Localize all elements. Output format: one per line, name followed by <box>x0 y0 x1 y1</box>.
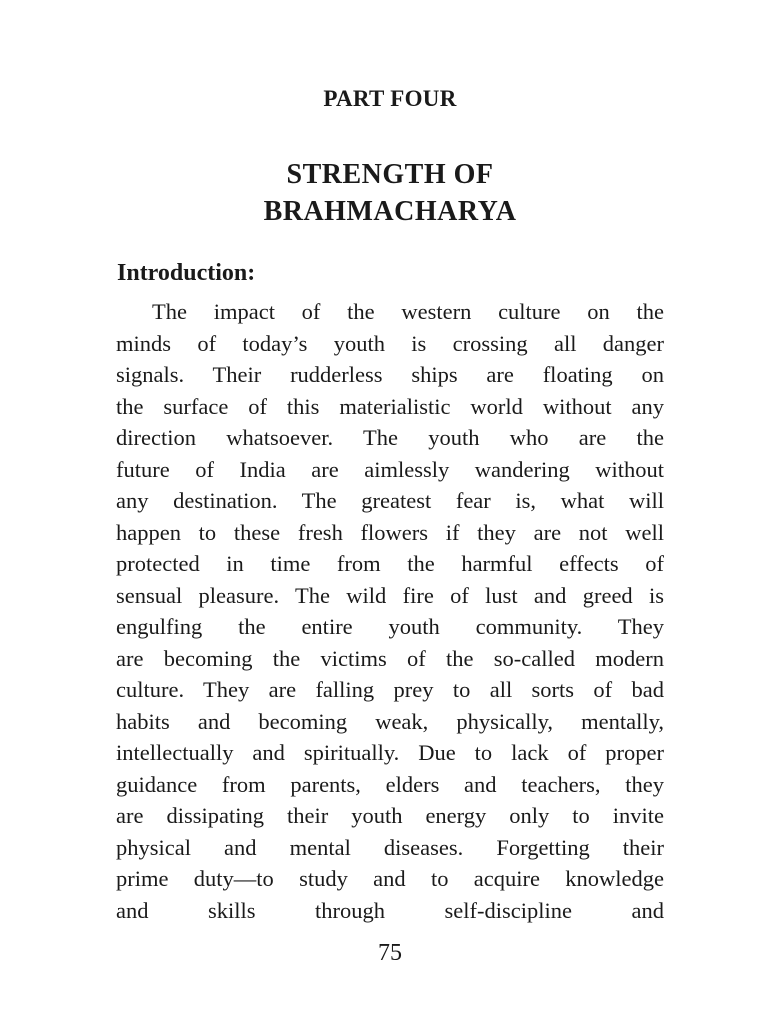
body-line: are dissipating their youth energy only to invite <box>116 803 664 828</box>
body-line: The impact of the western culture on the <box>152 299 664 324</box>
part-label: PART FOUR <box>323 86 457 111</box>
body-line: happen to these fresh flowers if they are not well <box>116 519 664 545</box>
body-line: protected in time from the harmful effects of <box>116 551 664 576</box>
body-line: minds of today’s youth is crossing all danger <box>116 330 664 356</box>
page-number: 75 <box>378 940 402 966</box>
body-line: and skills through self-discipline and <box>116 897 664 923</box>
chapter-title-line-1: STRENGTH OF <box>286 159 494 190</box>
body-line: signals. Their rudderless ships are floating on <box>116 362 664 387</box>
body-line: direction whatsoever. The youth who are the <box>116 425 664 450</box>
body-line: engulfing the entire youth community. They <box>116 614 664 639</box>
body-line: the surface of this materialistic world without any <box>116 393 664 419</box>
section-heading: Introduction: <box>117 260 256 286</box>
body-text <box>116 296 664 926</box>
body-line: intellectually and spiritually. Due to lack of proper <box>116 740 664 765</box>
body-line: any destination. The greatest fear is, what will <box>116 488 664 513</box>
body-line: sensual pleasure. The wild fire of lust and greed is <box>116 582 664 608</box>
chapter-title <box>0 156 768 230</box>
body-line: are becoming the victims of the so-called modern <box>116 645 664 671</box>
body-line: physical and mental diseases. Forgetting their <box>116 834 664 860</box>
body-line: prime duty—to study and to acquire knowledge <box>116 866 664 891</box>
body-line: culture. They are falling prey to all sorts of bad <box>116 677 664 702</box>
body-line: habits and becoming weak, physically, mentally, <box>116 708 664 734</box>
chapter-title-line-2: BRAHMACHARYA <box>263 196 517 227</box>
body-line: future of India are aimlessly wandering without <box>116 456 664 482</box>
body-line: guidance from parents, elders and teachers, they <box>116 771 664 797</box>
